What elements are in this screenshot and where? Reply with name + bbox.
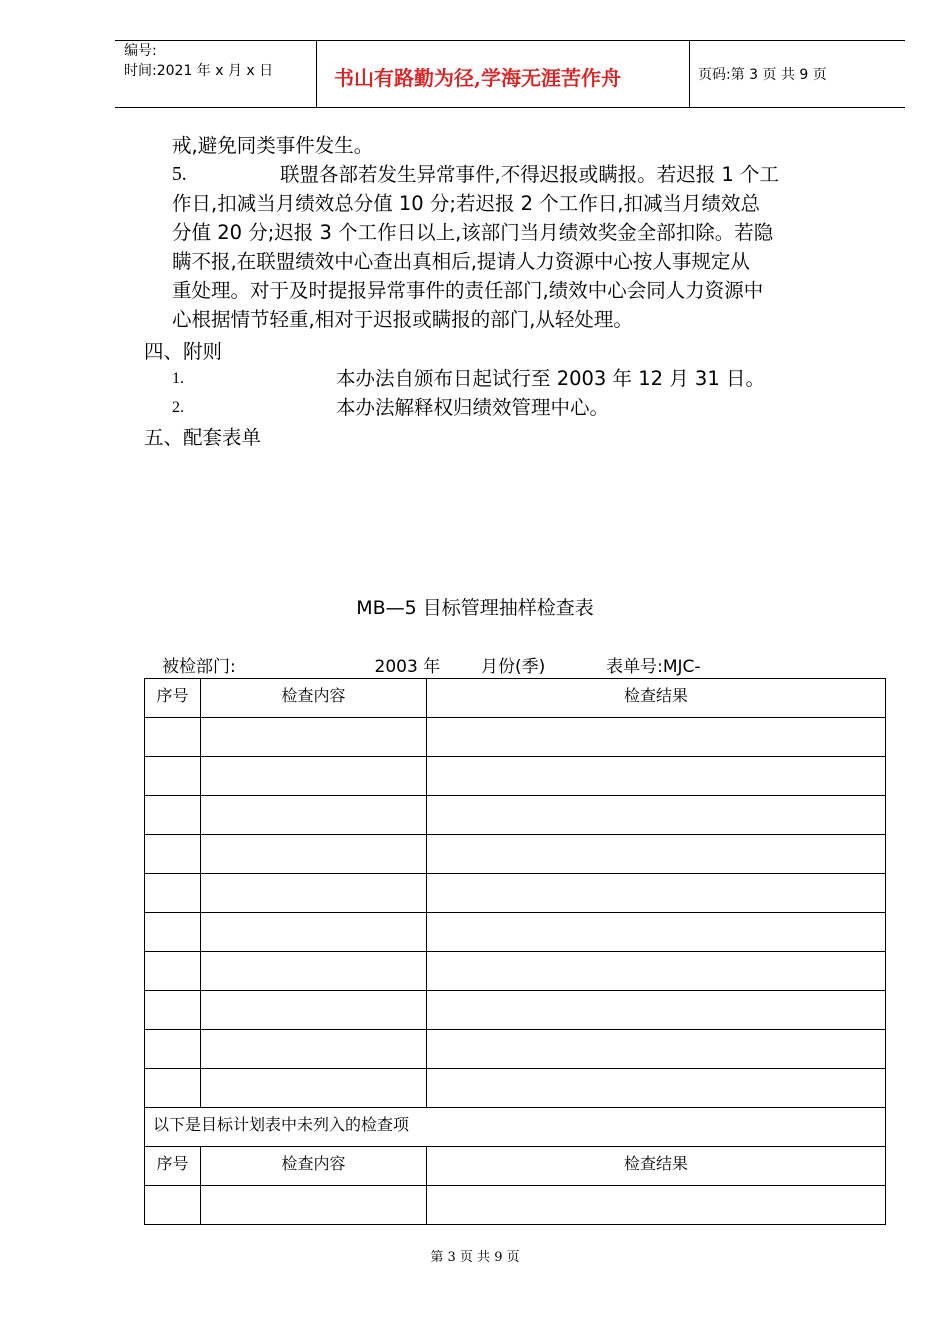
form-meta-row [162, 652, 701, 677]
year-label: 2003 年 [374, 657, 441, 677]
note-cell: 以下是目标计划表中未列入的检查项 [145, 1108, 886, 1147]
inspection-table [144, 678, 886, 1225]
appendix-1-text: 本办法自颁布日起试行至 2003 年 12 月 31 日。 [336, 367, 765, 390]
table-row [145, 1069, 886, 1108]
appendix-2-number: 2. [172, 399, 184, 416]
table-cell[interactable] [201, 991, 427, 1030]
table-row [145, 1186, 886, 1225]
header-motto: 书山有路勤为径,学海无涯苦作舟 [334, 66, 621, 90]
table-cell[interactable] [427, 913, 886, 952]
table-cell[interactable] [427, 835, 886, 874]
table-note-row [145, 1108, 886, 1147]
header-cell-result: 检查结果 [427, 679, 886, 718]
table-cell[interactable] [427, 952, 886, 991]
table-cell[interactable] [427, 1069, 886, 1108]
paragraph-line: 戒,避免同类事件发生。 [172, 134, 374, 157]
table-cell[interactable] [427, 1186, 886, 1225]
table-row [145, 835, 886, 874]
item-5-line: 作日,扣减当月绩效总分值 10 分;若迟报 2 个工作日,扣减当月绩效总 [172, 192, 760, 215]
header-bottom-rule [115, 107, 905, 108]
table-row [145, 913, 886, 952]
item-5-number: 5. [172, 164, 187, 185]
table-cell[interactable] [145, 913, 201, 952]
header-divider-right [689, 40, 690, 108]
month-label: 月份(季) [481, 657, 546, 677]
table-row [145, 757, 886, 796]
section-heading-forms: 五、配套表单 [144, 426, 262, 449]
header-cell-content: 检查内容 [201, 1147, 427, 1186]
header-cell-seq: 序号 [145, 1147, 201, 1186]
header-page-label: 页码:第 3 页 共 9 页 [698, 67, 827, 83]
table-row [145, 991, 886, 1030]
table-cell[interactable] [427, 1030, 886, 1069]
table-cell[interactable] [427, 718, 886, 757]
appendix-2-text: 本办法解释权归绩效管理中心。 [336, 396, 610, 419]
table-cell[interactable] [201, 874, 427, 913]
header-divider-left [316, 40, 317, 108]
item-5-line: 重处理。对于及时提报异常事件的责任部门,绩效中心会同人力资源中 [172, 279, 764, 302]
item-5-line: 联盟各部若发生异常事件,不得迟报或瞒报。若迟报 1 个工 [280, 163, 780, 186]
header-top-rule [115, 40, 905, 41]
table-cell[interactable] [145, 796, 201, 835]
table-cell[interactable] [427, 757, 886, 796]
table-cell[interactable] [145, 1186, 201, 1225]
table-cell[interactable] [201, 1069, 427, 1108]
table-cell[interactable] [145, 1069, 201, 1108]
table-cell[interactable] [201, 718, 427, 757]
table-header-row [145, 679, 886, 718]
header-cell-content: 检查内容 [201, 679, 427, 718]
table-cell[interactable] [201, 913, 427, 952]
header-number-label: 编号: [124, 43, 157, 59]
table-cell[interactable] [145, 991, 201, 1030]
table-cell[interactable] [145, 835, 201, 874]
header-cell-seq: 序号 [145, 679, 201, 718]
appendix-1-number: 1. [172, 370, 184, 387]
table-row [145, 874, 886, 913]
table-cell[interactable] [427, 874, 886, 913]
form-number-label: 表单号:MJC- [606, 657, 701, 677]
table-cell[interactable] [145, 718, 201, 757]
item-5-line: 分值 20 分;迟报 3 个工作日以上,该部门当月绩效奖金全部扣除。若隐 [172, 221, 774, 244]
table-row [145, 718, 886, 757]
table-cell[interactable] [201, 952, 427, 991]
item-5-line: 瞒不报,在联盟绩效中心查出真相后,提请人力资源中心按人事规定从 [172, 250, 750, 273]
form-title: MB—5 目标管理抽样检查表 [356, 597, 594, 619]
table-cell[interactable] [145, 874, 201, 913]
table-header-row-2 [145, 1147, 886, 1186]
footer-page-number: 第 3 页 共 9 页 [430, 1250, 520, 1265]
table-cell[interactable] [145, 757, 201, 796]
header-cell-result: 检查结果 [427, 1147, 886, 1186]
table-cell[interactable] [145, 952, 201, 991]
dept-label: 被检部门: [162, 657, 236, 677]
item-5-line: 心根据情节轻重,相对于迟报或瞒报的部门,从轻处理。 [172, 308, 633, 331]
table-cell[interactable] [201, 757, 427, 796]
table-cell[interactable] [427, 796, 886, 835]
table-row [145, 1030, 886, 1069]
table-cell[interactable] [427, 991, 886, 1030]
table-cell[interactable] [201, 1186, 427, 1225]
table-cell[interactable] [201, 1030, 427, 1069]
table-cell[interactable] [201, 796, 427, 835]
section-heading-appendix: 四、附则 [144, 340, 223, 363]
table-cell[interactable] [145, 1030, 201, 1069]
table-row [145, 952, 886, 991]
table-row [145, 796, 886, 835]
table-cell[interactable] [201, 835, 427, 874]
header-time-label: 时间:2021 年 x 月 x 日 [124, 63, 274, 79]
